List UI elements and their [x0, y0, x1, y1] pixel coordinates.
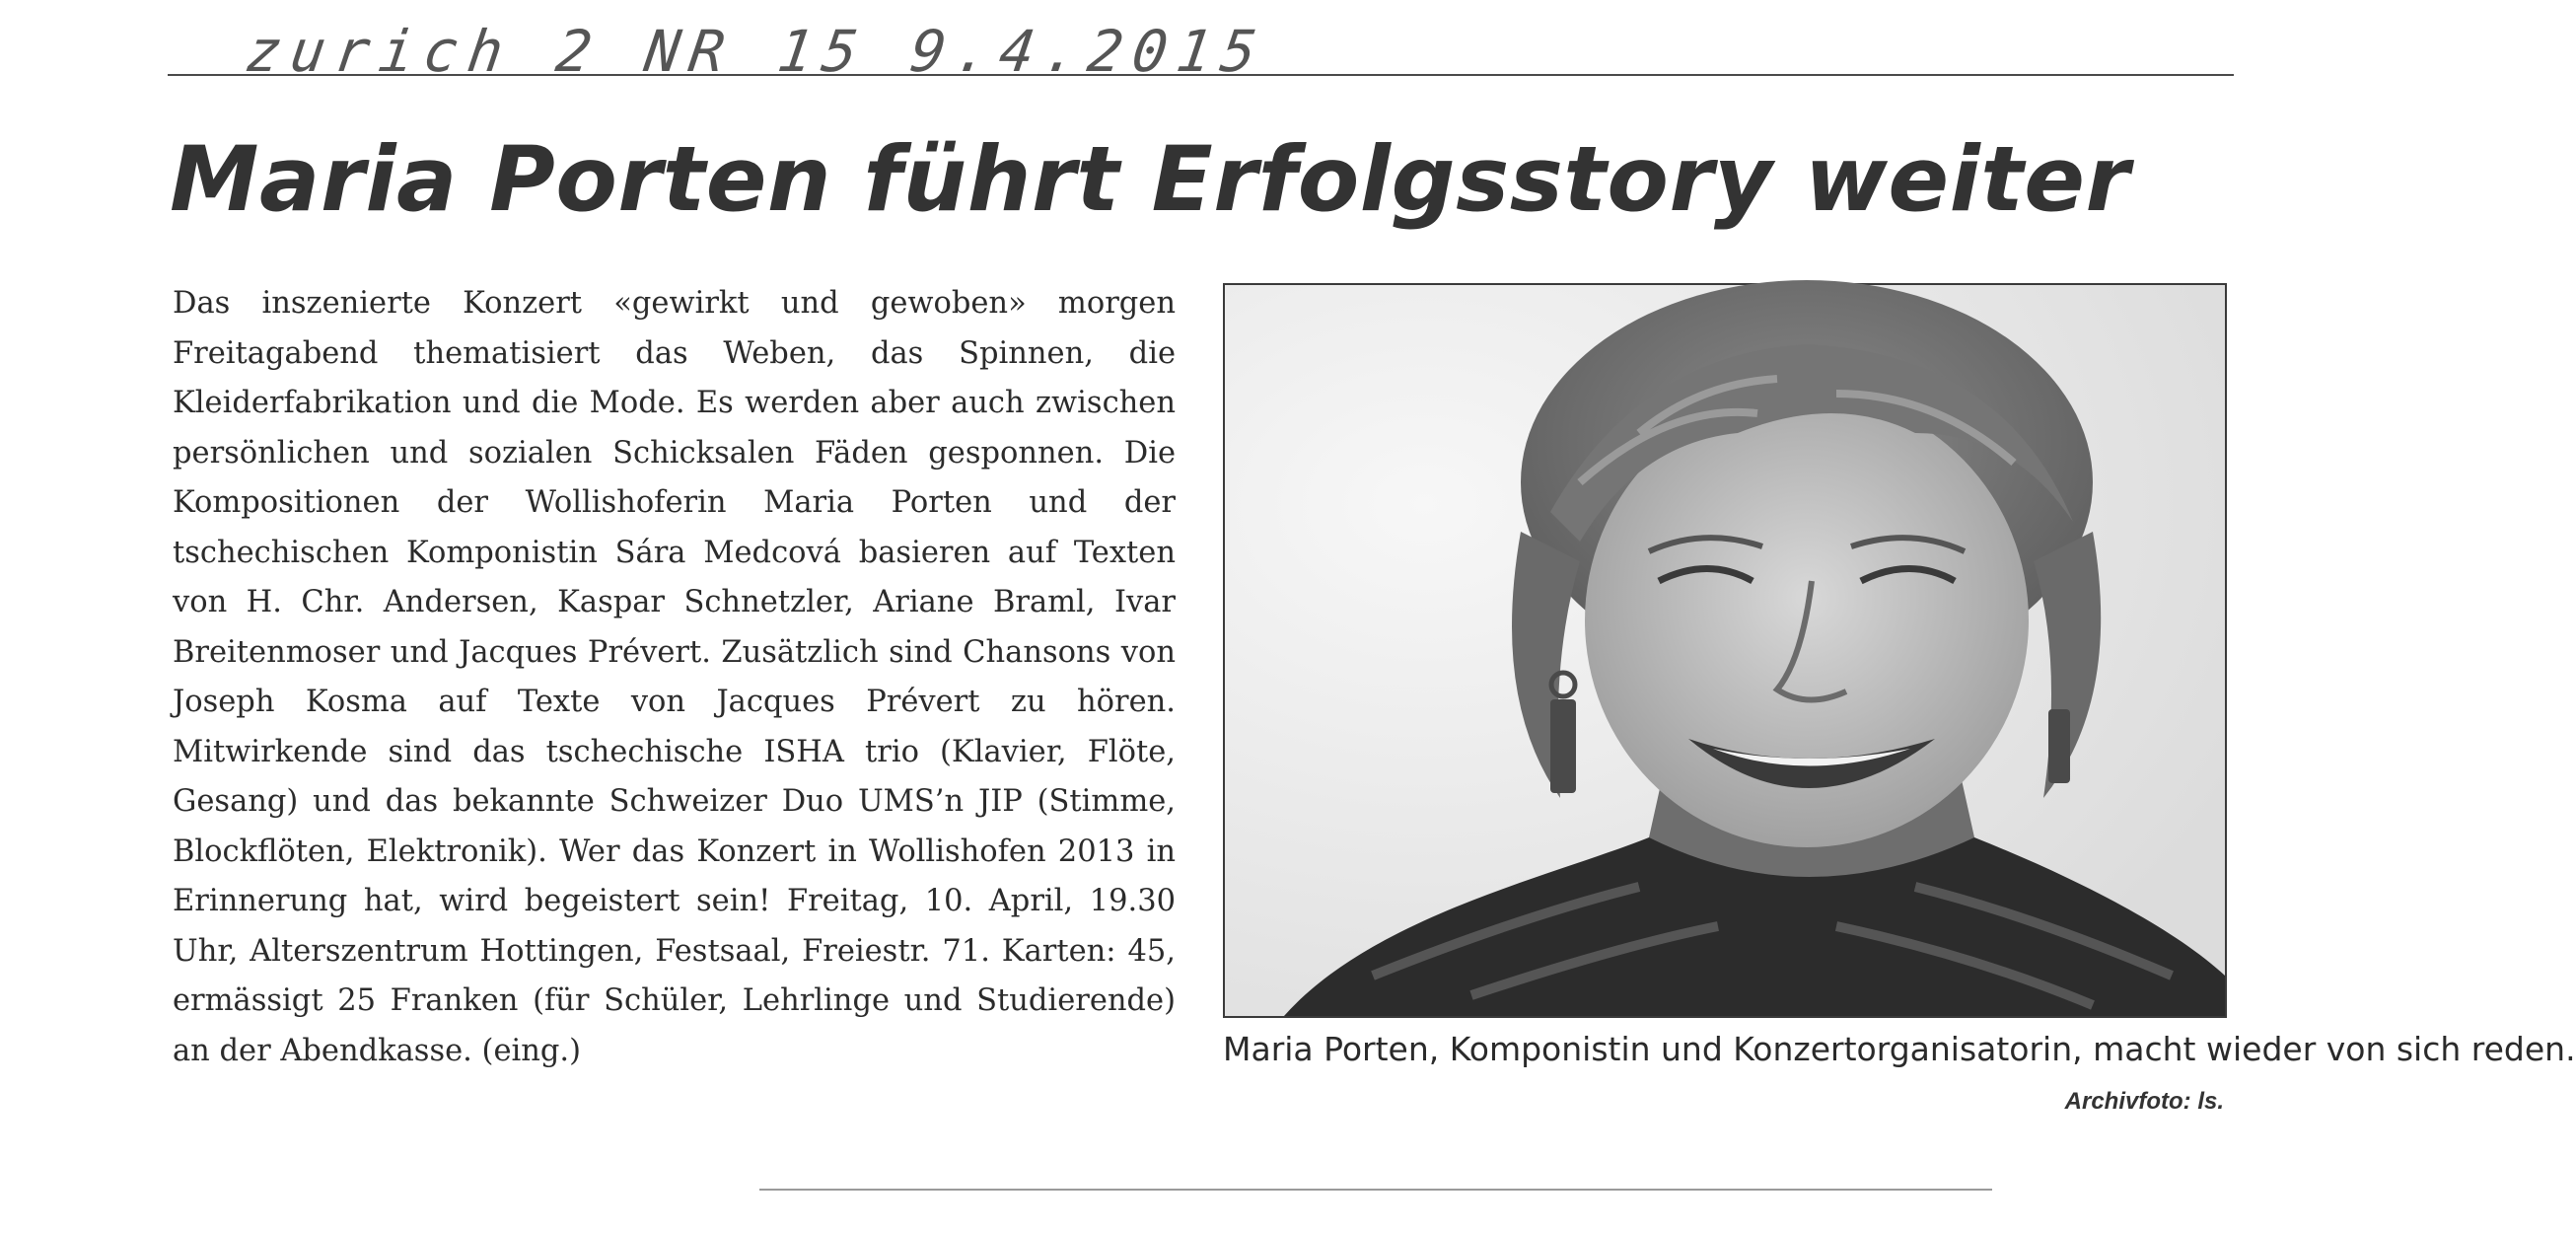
- clipping-bottom-rule: [759, 1189, 1992, 1191]
- photo-caption: Maria Porten, Komponistin und Konzertorganisatorin, macht wieder von sich reden.: [1223, 1030, 2576, 1068]
- portrait-illustration: [1225, 285, 2225, 1016]
- article-body: Das inszenierte Konzert «gewirkt und gewoben» morgen Freitagabend thematisiert das Weben, das Spinnen, die Kleiderfabrikation und die Mode. Es werden aber auch zwischen persönlichen und sozialen Schicksalen Fäden gesponnen. Die Kompositionen der Wollishoferin Maria Porten und der tschechischen Komponistin Sára Medcová basieren auf Texten von H. Chr. Andersen, Kaspar Schnetzler, Ariane Braml, Ivar Breitenmoser und Jacques Prévert. Zusätzlich sind Chansons von Joseph Kosma auf Texte von Jacques Prévert zu hören. Mitwirkende sind das tschechische ISHA trio (Klavier, Flöte, Gesang) und das bekannte Schweizer Duo UMS’n JIP (Stimme, Blockflöten, Elektronik). Wer das Konzert in Wollishofen 2013 in Erinnerung hat, wird begeistert sein! Freitag, 10. April, 19.30 Uhr, Alterszentrum Hottingen, Festsaal, Freiestr. 71. Karten: 45, ermässigt 25 Franken (für Schüler, Lehrlinge und Studierende) an der Abendkasse. (eing.): [173, 286, 1176, 1068]
- handwritten-note: zurich 2 NR 15 9.4.2015: [242, 18, 1271, 85]
- photo-credit: Archivfoto: ls.: [2064, 1088, 2224, 1115]
- article-headline: Maria Porten führt Erfolgsstory weiter: [170, 128, 2130, 232]
- portrait-photo: [1223, 283, 2227, 1018]
